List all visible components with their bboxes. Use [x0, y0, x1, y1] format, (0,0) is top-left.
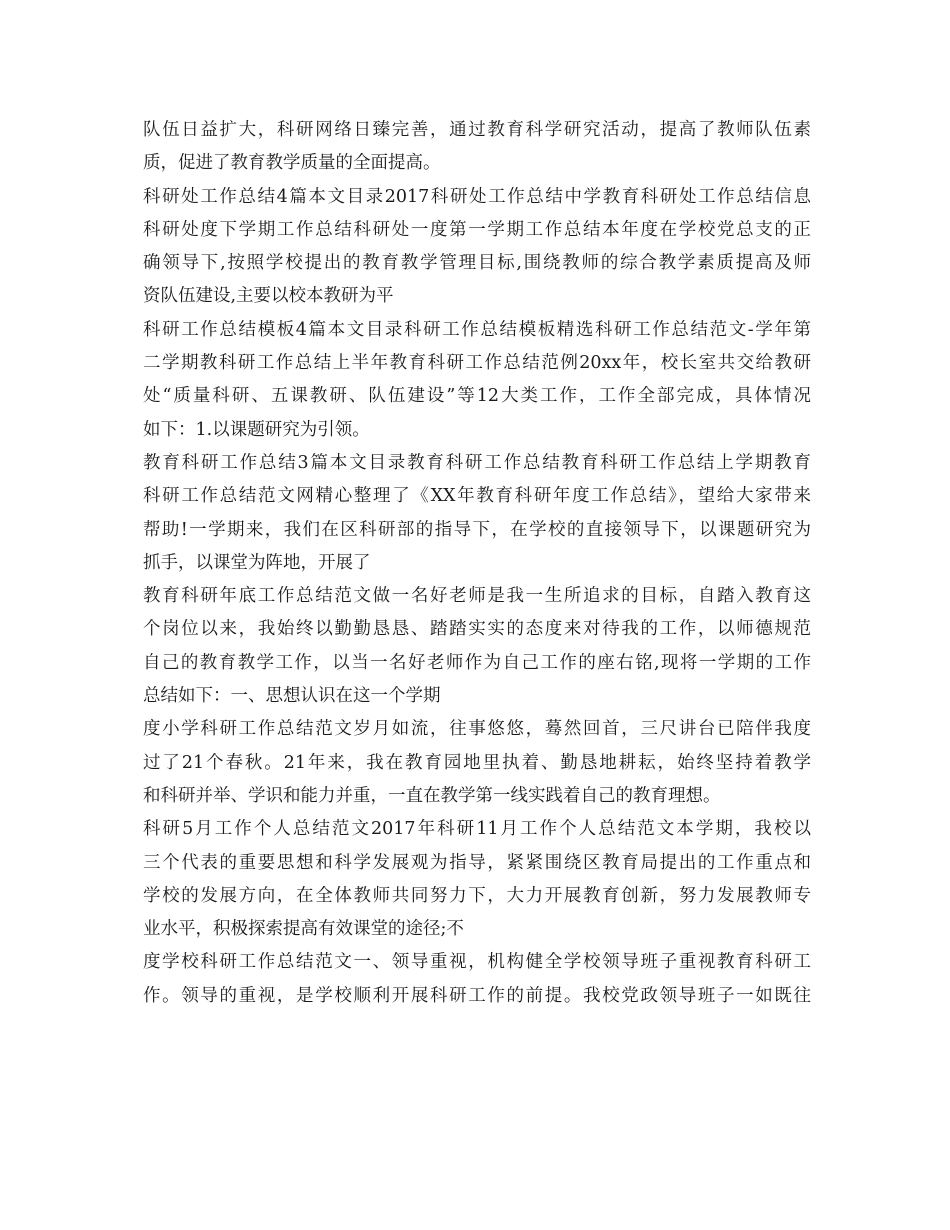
document-line: 业水平，积极探索提高有效课堂的途径;不: [143, 919, 464, 940]
document-line: 总结如下：一、思想认识在这一个学期: [143, 686, 441, 707]
document-line: 三个代表的重要思想和科学发展观为指导，紧紧围绕区教育局提出的工作重点和: [143, 852, 811, 873]
document-body: [143, 114, 811, 1013]
document-line: 确领导下,按照学校提出的教育教学管理目标,围绕教师的综合教学素质提高及师: [143, 253, 811, 274]
document-line: 教育科研工作总结3篇本文目录教育科研工作总结教育科研工作总结上学期教育: [143, 452, 811, 473]
document-line: 过了21个春秋。21年来，我在教育园地里执着、勤恳地耕耘，始终坚持着教学: [143, 752, 811, 773]
document-line: 科研工作总结模板4篇本文目录科研工作总结模板精选科研工作总结范文-学年第: [143, 319, 811, 340]
document-line: 帮助!一学期来，我们在区科研部的指导下，在学校的直接领导下，以课题研究为: [143, 519, 811, 540]
document-line: 如下：1.以课题研究为引领。: [143, 419, 370, 440]
document-line: 自己的教育教学工作，以当一名好老师作为自己工作的座右铭,现将一学期的工作: [143, 652, 811, 673]
document-line: 抓手，以课堂为阵地，开展了: [143, 552, 371, 573]
document-line: 度小学科研工作总结范文岁月如流，往事悠悠，蓦然回首，三尺讲台已陪伴我度: [143, 719, 811, 740]
document-line: 质，促进了教育教学质量的全面提高。: [143, 153, 441, 174]
document-line: 二学期教科研工作总结上半年教育科研工作总结范例20xx年，校长室共交给教研: [143, 353, 811, 374]
document-line: 队伍日益扩大，科研网络日臻完善，通过教育科学研究活动，提高了教师队伍素: [143, 120, 811, 140]
document-line: 作。领导的重视，是学校顺利开展科研工作的前提。我校党政领导班子一如既往: [143, 985, 811, 1006]
document-line: 个岗位以来，我始终以勤勤恳恳、踏踏实实的态度来对待我的工作，以师德规范: [143, 619, 811, 640]
document-line: 科研处工作总结4篇本文目录2017科研处工作总结中学教育科研处工作总结信息: [143, 186, 811, 207]
document-line: 教育科研年底工作总结范文做一名好老师是我一生所追求的目标，自踏入教育这: [143, 586, 811, 607]
document-line: 度学校科研工作总结范文一、领导重视，机构健全学校领导班子重视教育科研工: [143, 952, 811, 973]
document-line: 和科研并举、学识和能力并重，一直在教学第一线实践着自己的教育理想。: [143, 785, 721, 806]
document-line: 处“质量科研、五课教研、队伍建设”等12大类工作，工作全部完成，具体情况: [143, 386, 811, 407]
document-line: 科研处度下学期工作总结科研处一度第一学期工作总结本年度在学校党总支的正: [143, 219, 811, 240]
document-line: 资队伍建设,主要以校本教研为平: [143, 286, 394, 307]
document-line: 科研工作总结范文网精心整理了《XX年教育科研年度工作总结》，望给大家带来: [143, 486, 811, 507]
document-line: 学校的发展方向，在全体教师共同努力下，大力开展教育创新，努力发展教师专: [143, 885, 811, 906]
document-line: 科研5月工作个人总结范文2017年科研11月工作个人总结范文本学期，我校以: [143, 819, 811, 840]
